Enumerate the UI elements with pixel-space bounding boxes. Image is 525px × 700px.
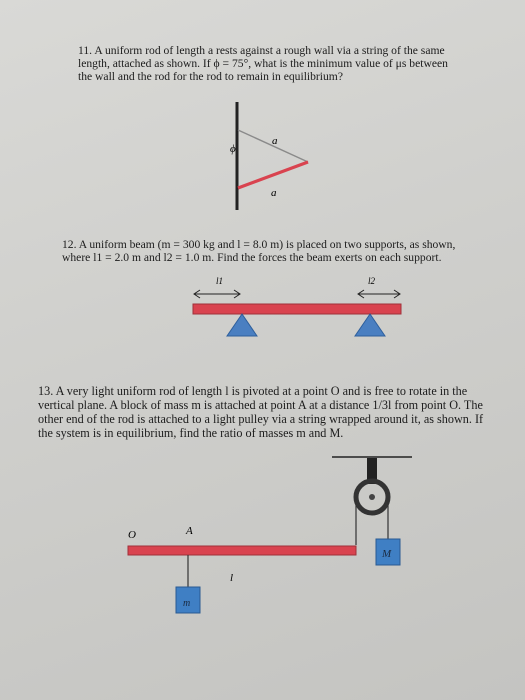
problem-11-figure [225,100,335,215]
point-label-A: A [186,525,193,537]
problem-13-figure [120,455,420,625]
rod-label-l: l [230,572,234,584]
pulley-axle [369,494,375,500]
left-support [227,314,257,336]
block-m-label: m [183,598,191,609]
problem-11-text: 11. A uniform rod of length a rests against a rough wall via a string of the same length, attached as shown. If ϕ = 75°, what is the minimum value of μs between the wall and the rod for the rod to remain in equilibrium? [78,44,448,83]
right-support [355,314,385,336]
rod-label-a: a [271,187,277,199]
angle-label-phi: ϕ [230,143,236,155]
rod [128,546,356,555]
block-M-label: M [382,548,392,560]
pivot-label-O: O [128,529,136,541]
problem-12-figure [188,272,413,342]
problem-12-text: 12. A uniform beam (m = 300 kg and l = 8.0 m) is placed on two supports, as shown, where l1 = 2.0 m and l2 = 1.0 m. Find the forces the beam exerts on each support. [62,238,456,264]
problem-13-text: 13. A very light uniform rod of length l is pivoted at a point O and is free to rotate in the vertical plane. A block of mass m is attached at point A at a distance 1/3l from point O. The other end of the rod is attached to a light pulley via a string wrapped around it, as shown. If the system is in equilibrium, find the ratio of masses m and M. [38,384,484,440]
rod [238,162,308,188]
l2-label: l2 [368,276,376,286]
l1-arrow [194,290,240,298]
l2-arrow [358,290,400,298]
l1-label: l1 [216,276,224,286]
beam [193,304,401,314]
string-label-a: a [272,135,278,147]
